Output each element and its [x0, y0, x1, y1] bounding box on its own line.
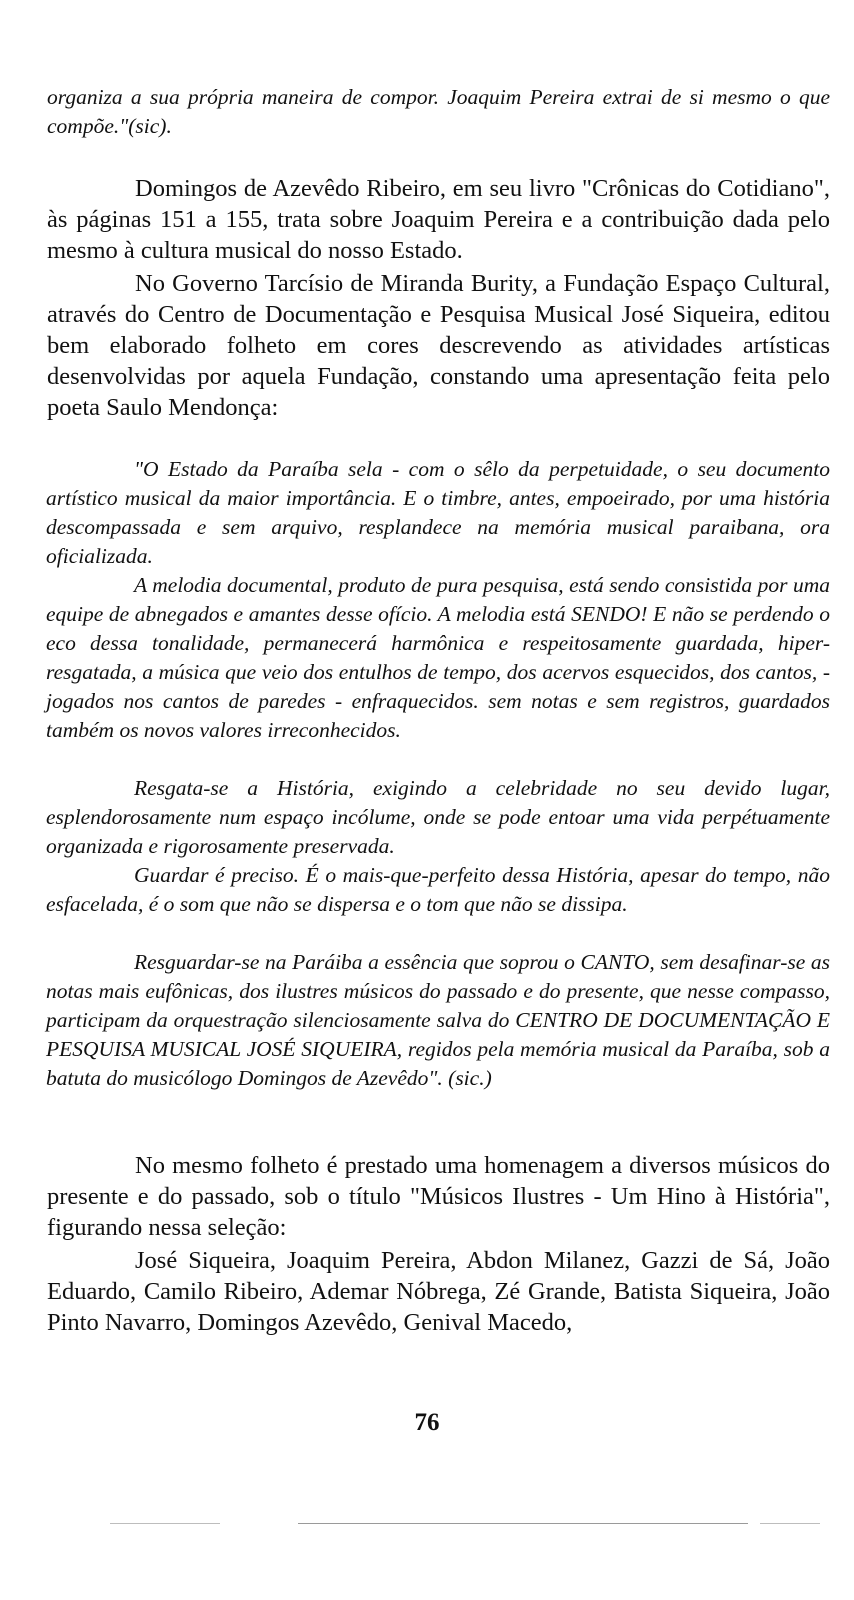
quote-continuation: organiza a sua própria maneira de compor. Joaquim Pereira extrai de si mesmo o que compõe."(sic). [47, 85, 830, 138]
paragraph-cronicas-do-cotidiano: Domingos de Azevêdo Ribeiro, em seu livro "Crônicas do Cotidiano", às páginas 151 a 155, trata sobre Joaquim Pereira e a contribuição dada pelo mesmo à cultura musical do nosso Estado. [47, 175, 830, 264]
paragraph-fundacao-espaco-cultural: No Governo Tarcísio de Miranda Burity, a Fundação Espaço Cultural, através do Centro de Documentação e Pesquisa Musical José Siqueira, editou bem elaborado folheto em cores descrevendo as atividades artísticas desenvolvidas por aquela Fundação, constando uma apresentação feita pelo poeta Saulo Mendonça: [47, 270, 830, 421]
quote-paragraph: Guardar é preciso. É o mais-que-perfeito dessa História, apesar do tempo, não esfacelada, é o som que não se dispersa e o tom que não se dissipa. [46, 863, 830, 916]
quote-paragraph: Resguardar-se na Paráiba a essência que soprou o CANTO, sem desafinar-se as notas mais eufônicas, dos ilustres músicos do passado e do presente, que nesse compasso, participam da orquestração silenciosamente salva do CENTRO DE DOCUMENTAÇÃO E PESQUISA MUSICAL JOSÉ SIQUEIRA, regidos pela memória musical da Paraíba, sob a batuta do musicólogo Domingos de Azevêdo". (sic.) [46, 950, 830, 1090]
quote-paragraph: A melodia documental, produto de pura pesquisa, está sendo consistida por uma equipe de abnegados e amantes desse ofício. A melodia está SENDO! E não se perdendo o eco dessa tonalidade, permanecerá harmônica e respeitosamente guardada, hiper-resgatada, a música que veio dos entulhos de tempo, dos acervos esquecidos, dos cantos, - jogados nos cantos de paredes - enfraquecidos. sem notas e sem registros, guardados também os novos valores irreconhecidos. [46, 573, 830, 742]
bottom-rule-fragment [110, 1523, 220, 1524]
quote-paragraph: Resgata-se a História, exigindo a celebridade no seu devido lugar, esplendorosamente num espaço incólume, onde se pode entoar uma vida perpétuamente organizada e rigorosamente preservada. [46, 776, 830, 858]
page-number: 76 [414, 1409, 440, 1436]
bottom-rule-fragment [760, 1523, 820, 1524]
bottom-rule [298, 1523, 748, 1524]
paragraph-musicos-ilustres: No mesmo folheto é prestado uma homenagem a diversos músicos do presente e do passado, sob o título "Músicos Ilustres - Um Hino à História", figurando nessa seleção: [47, 1152, 830, 1241]
paragraph-musicians-list: José Siqueira, Joaquim Pereira, Abdon Milanez, Gazzi de Sá, João Eduardo, Camilo Ribeiro, Ademar Nóbrega, Zé Grande, Batista Siqueira, João Pinto Navarro, Domingos Azevêdo, Genival Macedo, [47, 1247, 830, 1336]
quote-paragraph: "O Estado da Paraíba sela - com o sêlo da perpetuidade, o seu documento artístico musical da maior importância. E o timbre, antes, empoeirado, por uma história descompassada e sem arquivo, resplandece na memória musical paraibana, ora oficializada. [46, 457, 830, 568]
